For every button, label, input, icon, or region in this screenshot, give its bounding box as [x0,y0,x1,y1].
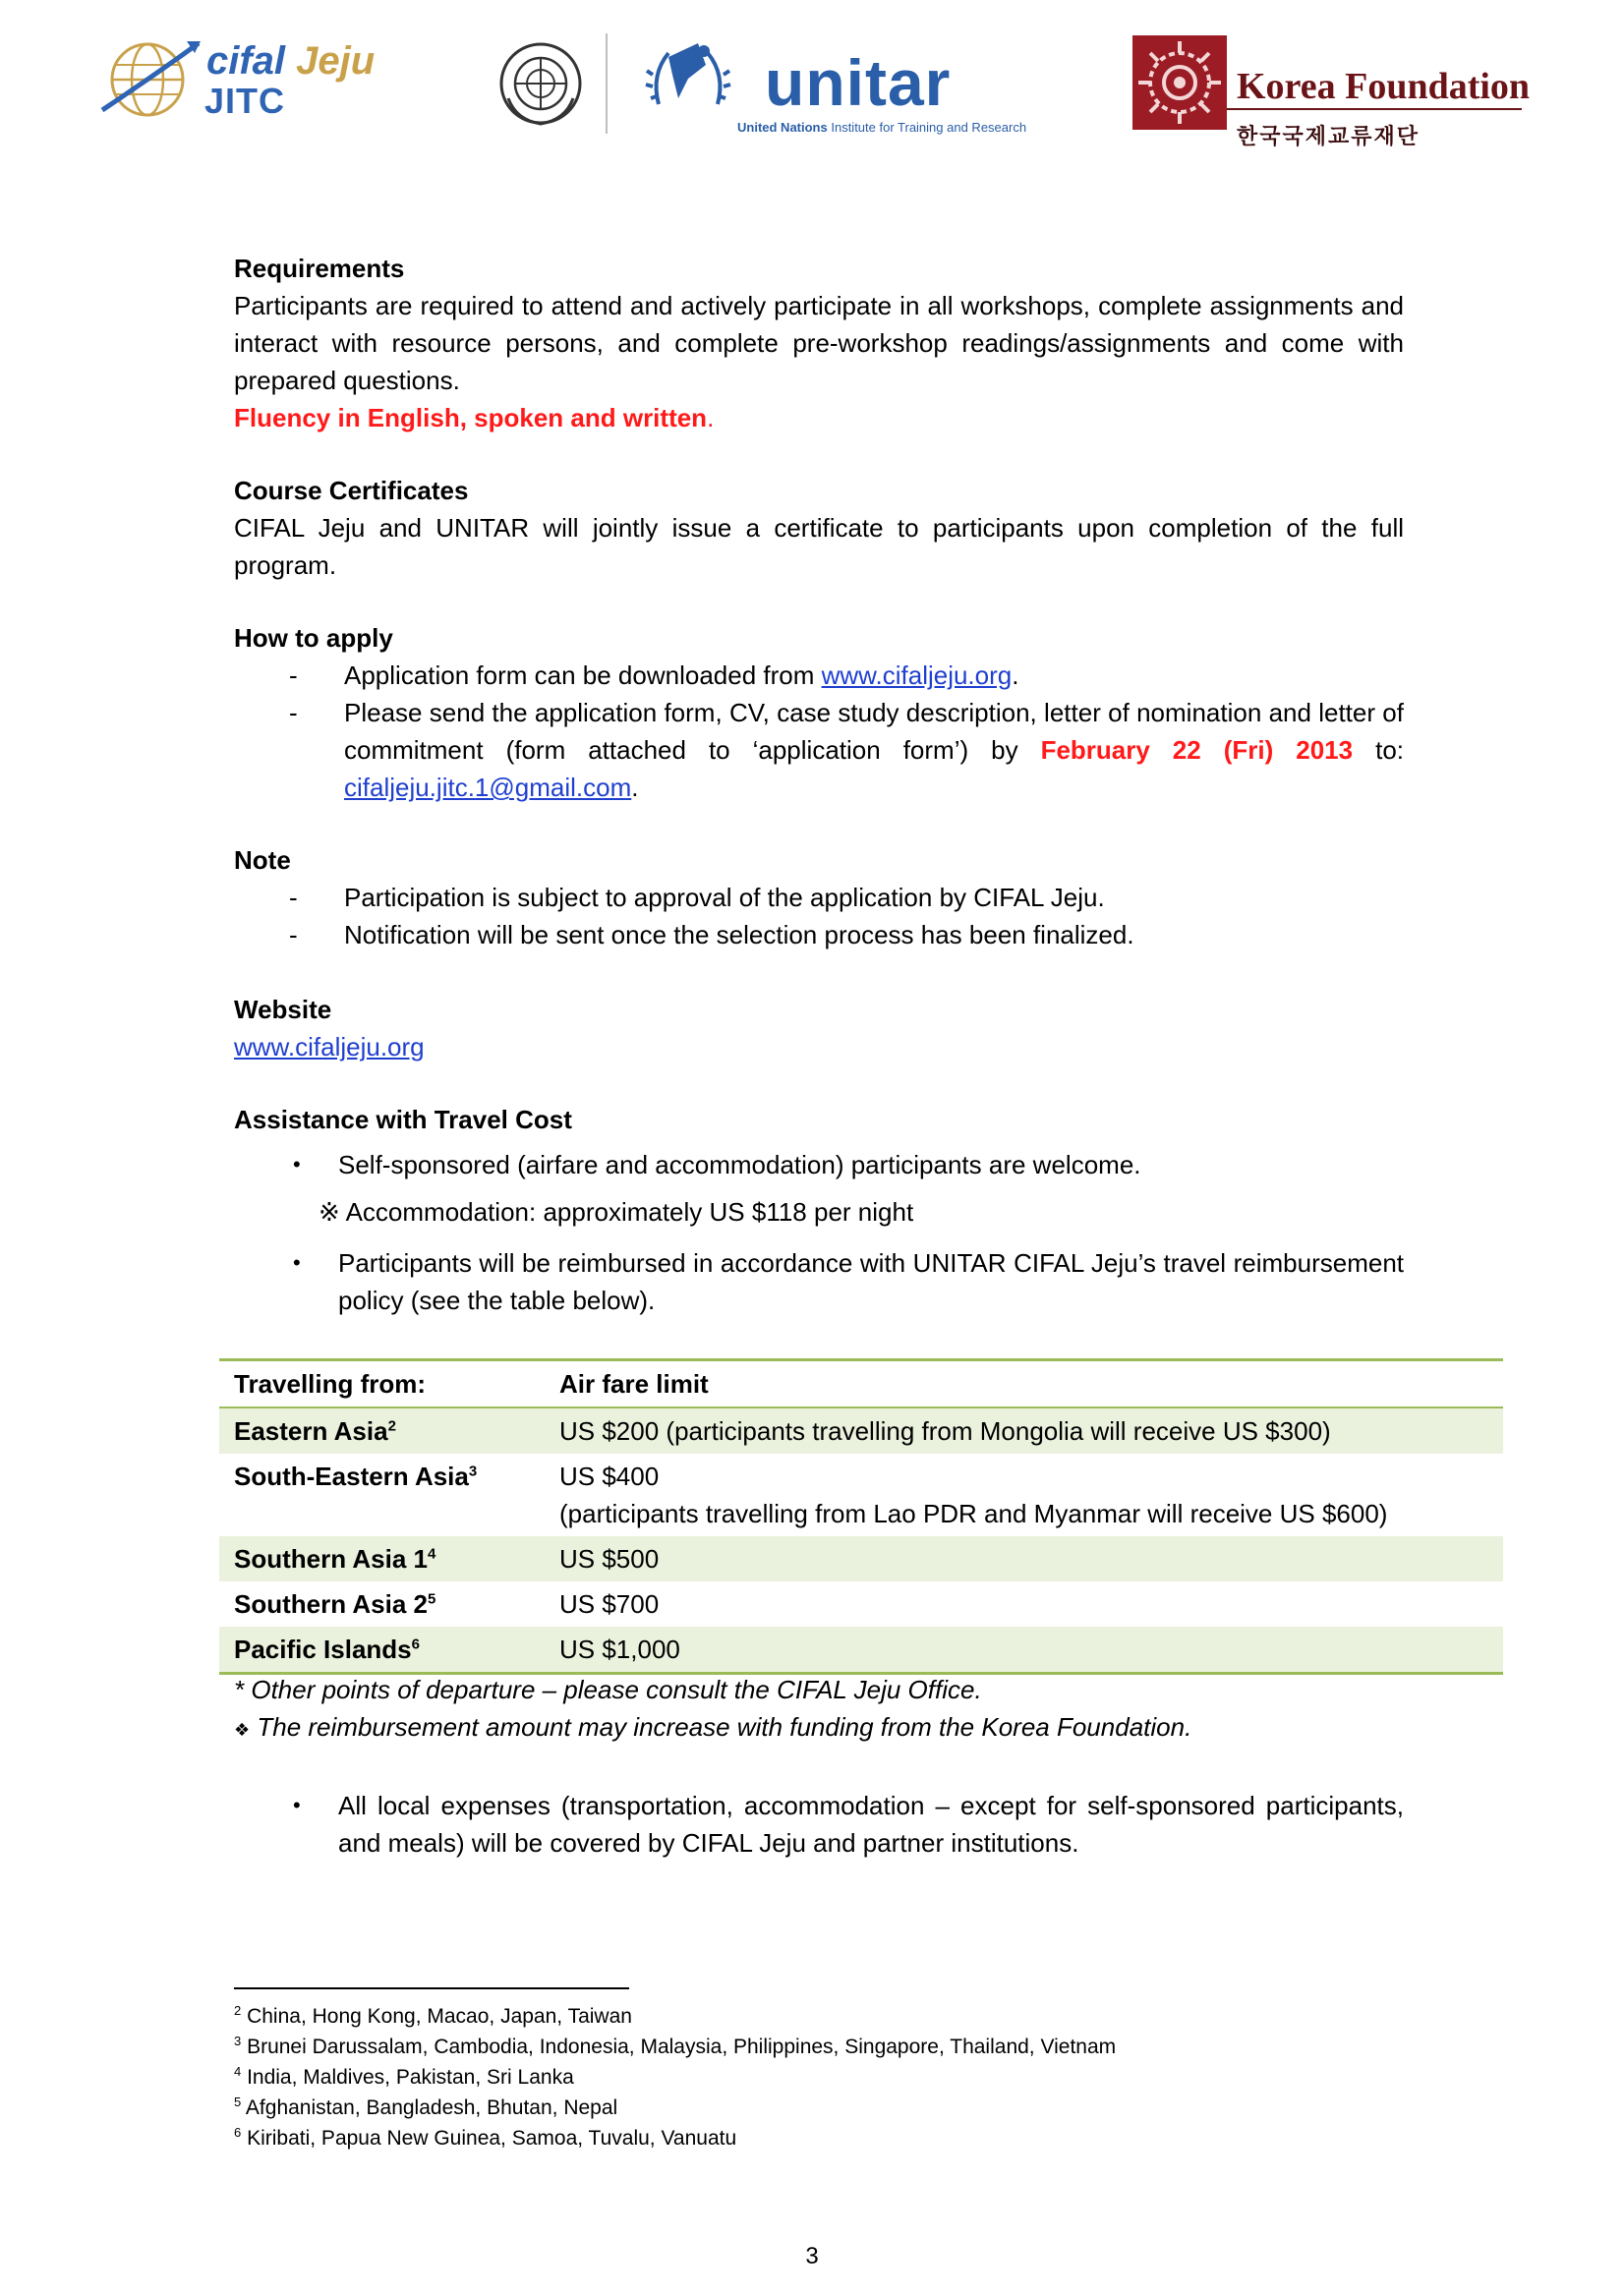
requirements-section [234,250,1404,436]
table-row: Southern Asia $1^4$ US $500 [219,1536,1503,1581]
jitc-wordmark: JITC [204,81,286,121]
unitar-logo [629,35,1072,144]
certificates-heading: Course Certificates [234,476,469,505]
footnote-item: $^3$ Brunei Darussalam, Cambodia, Indonesia, Malaysia, Philippines, Singapore, Thailand, Vietnam [234,2034,1117,2058]
application-form-link[interactable]: www.cifaljeju.org [821,660,1013,690]
cifal-wordmark: cifal Jeju [206,39,376,83]
table-row: South-Eastern Asia$^3$ US $400 (participants travelling from Lao PDR and Myanmar will receive US $600) [234,1462,1388,1528]
unitar-emblem-icon [629,35,747,124]
bullet-dot: • [293,1152,301,1177]
unitar-tagline: United Nations Institute for Training and Research [737,120,1027,135]
table-header-air-fare-limit: Air fare limit [559,1369,709,1399]
travel-heading: Assistance with Travel Cost [234,1105,572,1134]
accommodation-note: ※ Accommodation: approximately US $118 per night [319,1197,914,1227]
apply-list [234,657,1404,806]
diamond-mark-icon: ❖ [234,1720,251,1740]
certificates-text: CIFAL Jeju and UNITAR will jointly issue a certificate to participants upon completion of the full program. [234,513,1404,580]
travel-item-local-expenses: • All local expenses (transportation, accommodation – except for self-sponsored participants, and meals) will be covered by CIFAL Jeju and partner institutions. [234,1787,1404,1862]
bullet-dot: • [293,1793,301,1817]
requirements-heading: Requirements [234,254,405,283]
table-row: Eastern Asia$^2$ US $200 (participants travelling from Mongolia will receive US $300) [219,1407,1503,1454]
dash-bullet: - [289,660,298,690]
fluency-line: Fluency in English, spoken and written. [234,403,715,432]
note-list [234,879,1404,953]
korea-foundation-logo [1132,35,1531,153]
note-section [234,841,1404,953]
apply-heading: How to apply [234,623,393,653]
table-row: Southern Asia $2^5$ US $700 [234,1589,660,1619]
travel-section [234,1101,1404,1319]
table-notes [234,1671,1191,1749]
dash-bullet: - [289,883,298,912]
travel-list [234,1146,1404,1183]
footnote-separator [234,1987,629,1989]
footnote-item: $^4$ India, Maldives, Pakistan, Sri Lanka [234,2064,574,2089]
apply-section [234,619,1404,806]
footnote-item: $^6$ Kiribati, Papua New Guinea, Samoa, Tuvalu, Vanuatu [234,2125,737,2150]
page-number: 3 [805,2243,819,2269]
footnote-item: $^5$ Afghanistan, Bangladesh, Bhutan, Nepal [234,2095,618,2119]
travel-list-2 [234,1244,1404,1319]
logo-divider [606,33,608,134]
note-item-approval: - Participation is subject to approval of the application by CIFAL Jeju. [234,879,1404,916]
table-row: Pacific Islands$^6$ US $1,000 [219,1627,1503,1674]
korea-foundation-wordmark: Korea Foundation [1227,65,1522,110]
unitar-wordmark: unitar [765,46,952,119]
bullet-dot: • [293,1250,301,1275]
local-expenses-list [234,1787,1404,1862]
table-note-other-departure: * Other points of departure – please consult the CIFAL Jeju Office. [234,1675,982,1704]
globe-icon [96,35,204,124]
table-note-reimbursement: ❖ The reimbursement amount may increase with funding from the Korea Foundation. [234,1712,1192,1742]
cifal-jeju-logo [96,35,391,124]
dash-bullet: - [289,920,298,949]
airfare-table [219,1358,1503,1675]
website-link[interactable]: www.cifaljeju.org [234,1032,425,1062]
travel-item-reimbursement: • Participants will be reimbursed in accordance with UNITAR CIFAL Jeju’s travel reimbursement policy (see the table below). [234,1244,1404,1319]
table-header-row [219,1360,1503,1408]
korea-foundation-emblem-icon [1132,35,1227,130]
requirements-text: Participants are required to attend and actively participate in all workshops, complete assignments and interact with resource persons, and complete pre-workshop readings/assignments and come with prepared questions. [234,291,1404,395]
note-heading: Note [234,845,291,875]
korea-foundation-korean-name: 한국국제교류재단 [1237,124,1421,148]
footnote-item: $^2$ China, Hong Kong, Macao, Japan, Taiwan [234,2003,632,2028]
note-item-notification: - Notification will be sent once the selection process has been finalized. [234,916,1404,953]
footnotes [234,2001,1116,2153]
website-section [234,991,1404,1065]
email-link[interactable]: cifaljeju.jitc.1@gmail.com [344,773,632,802]
apply-item-send: - Please send the application form, CV, case study description, letter of nomination and letter of commitment (form attached to ‘application form’) by February 22 (Fri) 2013 to: cifaljeju.jitc.1@gmail.com. [234,694,1404,806]
certificates-section [234,472,1404,584]
un-emblem-icon [496,39,585,128]
dash-bullet: - [289,698,298,727]
local-expenses-section [234,1787,1404,1862]
travel-item-self-sponsored: • Self-sponsored (airfare and accommodation) participants are welcome. [234,1146,1404,1183]
deadline-text: February 22 (Fri) 2013 [1040,735,1354,765]
website-heading: Website [234,995,332,1024]
apply-item-download: - Application form can be downloaded from www.cifaljeju.org. [234,657,1404,694]
table-header-travelling-from: Travelling from: [234,1369,427,1399]
